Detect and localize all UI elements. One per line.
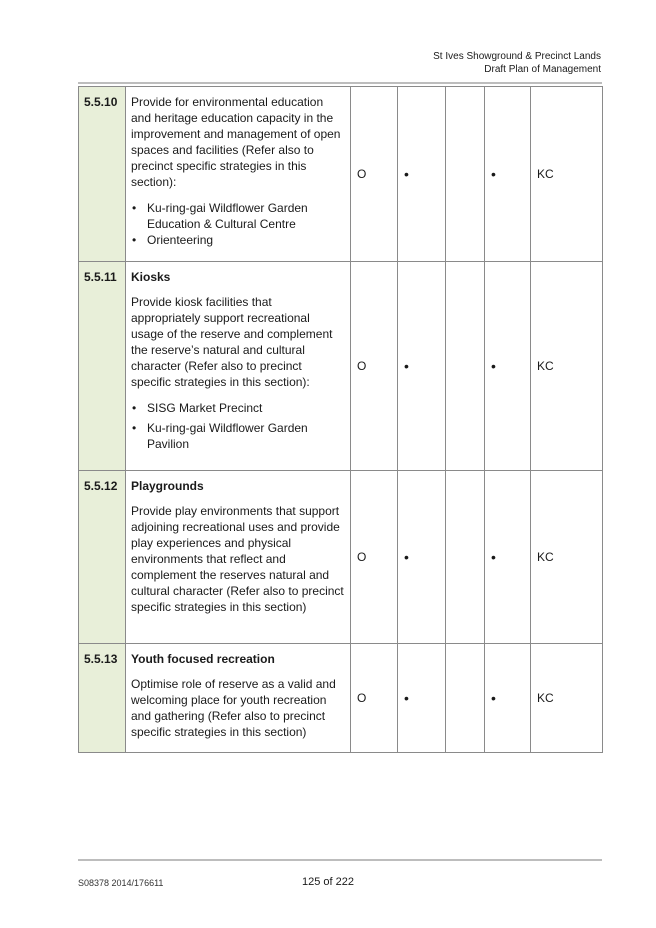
strategy-table [78,86,603,753]
responsibility-cell: KC [531,471,603,644]
strategy-title: Youth focused recreation [131,652,275,666]
column-4-cell: • [485,87,531,262]
table-row [79,87,603,262]
table-row [79,262,603,471]
strategy-title: Kiosks [131,270,171,284]
strategy-number: 5.5.11 [79,262,126,471]
column-3-cell [446,262,485,471]
page-number: 125 of 222 [302,876,354,888]
header-title: St Ives Showground & Precinct Lands [433,51,601,62]
column-4-cell: • [485,262,531,471]
responsibility-cell: KC [531,262,603,471]
column-4-cell: • [485,471,531,644]
strategy-text: Optimise role of reserve as a valid and welcoming place for youth recreation and gathering (Refer also to precinct specific strategies in this section) [131,677,336,739]
list-item: • Orienteering [131,232,344,248]
column-2-cell: • [398,644,446,753]
strategy-number: 5.5.10 [79,87,126,262]
strategy-number: 5.5.12 [79,471,126,644]
column-1-cell: O [351,471,398,644]
strategy-text: Provide kiosk facilities that appropriately support recreational usage of the reserve and complement the reserve’s natural and cultural character (Refer also to precinct specific strategies in this section): [131,295,333,389]
header-subtitle: Draft Plan of Management [484,64,601,75]
bullet-list [131,200,344,248]
column-4-cell: • [485,644,531,753]
table-row [79,644,603,753]
bullet-list [131,400,344,452]
column-3-cell [446,87,485,262]
strategy-text: Provide for environmental education and heritage education capacity in the improvement and management of open spaces and facilities (Refer also to precinct specific strategies in this section): [131,95,341,189]
strategy-title: Playgrounds [131,479,204,493]
column-1-cell: O [351,87,398,262]
column-1-cell: O [351,644,398,753]
header-divider [78,82,602,84]
strategy-description [126,87,351,262]
list-item: • Ku-ring-gai Wildflower Garden Pavilion [131,420,344,452]
column-2-cell: • [398,87,446,262]
column-3-cell [446,644,485,753]
strategy-description [126,471,351,644]
responsibility-cell: KC [531,644,603,753]
document-reference: S08378 2014/176611 [78,878,164,888]
page-header [433,50,601,76]
strategy-text: Provide play environments that support adjoining recreational uses and provide play experiences and physical environments that reflect and complement the reserves natural and cultural character (Refer also to precinct specific strategies in this section) [131,504,344,614]
column-2-cell: • [398,262,446,471]
footer-divider [78,859,602,861]
strategy-description [126,262,351,471]
list-item: • Ku-ring-gai Wildflower Garden Education & Cultural Centre [131,200,344,232]
column-1-cell: O [351,262,398,471]
strategy-number: 5.5.13 [79,644,126,753]
strategy-description [126,644,351,753]
column-2-cell: • [398,471,446,644]
column-3-cell [446,471,485,644]
list-item: • SISG Market Precinct [131,400,344,416]
responsibility-cell: KC [531,87,603,262]
table-row [79,471,603,644]
